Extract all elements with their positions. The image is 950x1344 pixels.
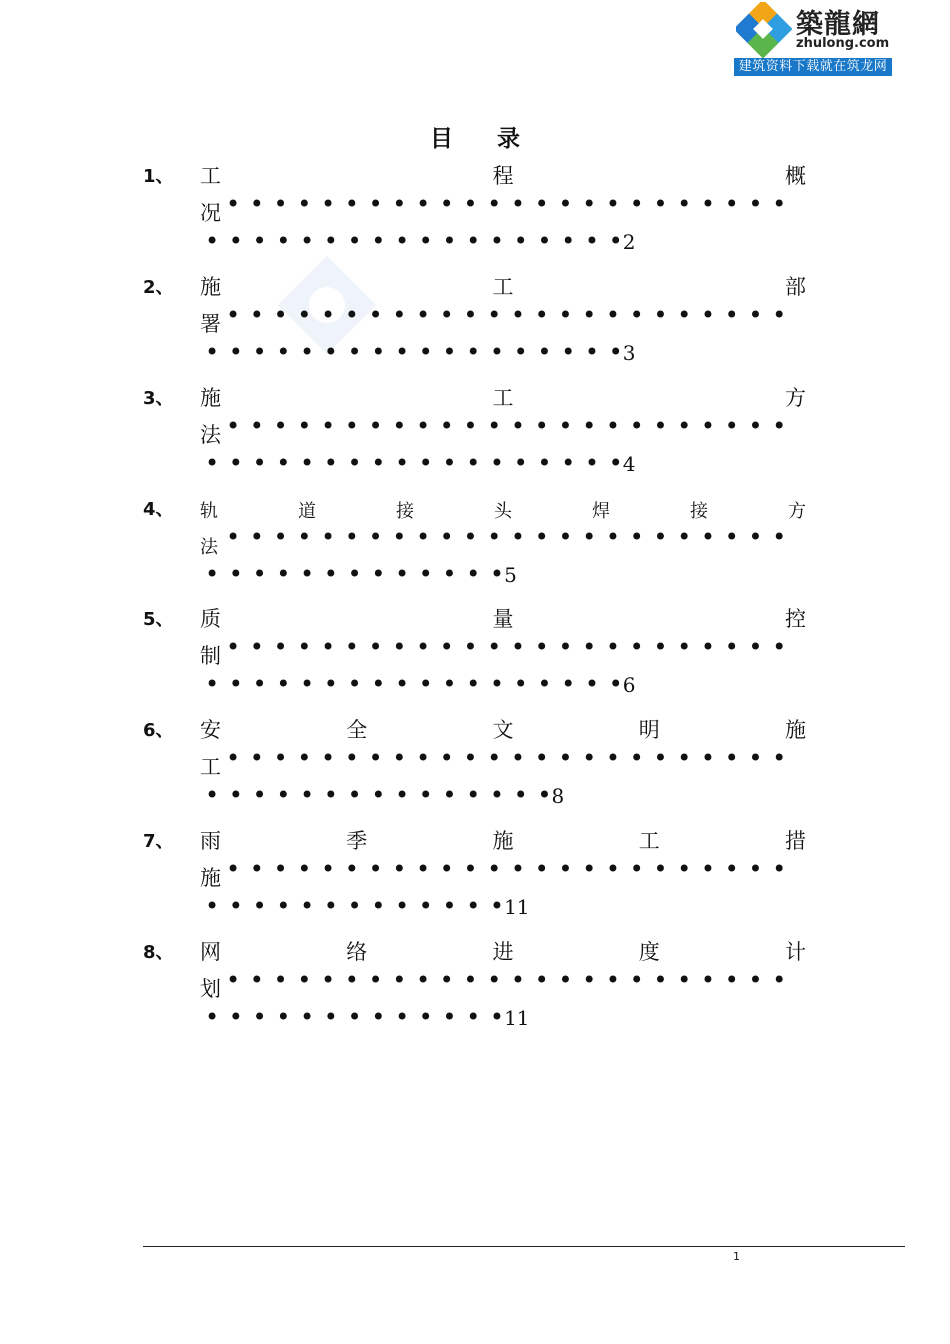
toc-entry[interactable] [0, 825, 950, 936]
toc-entry-char: 计 [785, 940, 806, 964]
toc-entry-title-end: 法 [200, 537, 218, 558]
toc-entry[interactable] [0, 714, 950, 825]
toc-entry-char: 程 [492, 164, 514, 188]
toc-entry-title-end: 划 [200, 977, 221, 1001]
toc-leader-dots-continued: • • • • • • • • • • • • • • • • • •2 [205, 227, 636, 255]
zhulong-logo-icon [736, 2, 792, 58]
toc-entry-char: 焊 [592, 501, 610, 522]
toc-entry-char: 施 [492, 829, 514, 853]
toc-entry[interactable] [0, 160, 950, 271]
toc-leader-dots-continued: • • • • • • • • • • • • • • •8 [205, 781, 565, 809]
toc-entry-char: 工 [200, 164, 221, 188]
toc-entry-title [200, 497, 806, 523]
toc-entry-number: 3、 [143, 388, 174, 409]
toc-entry-char: 全 [346, 718, 368, 742]
toc-entry-char: 安 [200, 718, 221, 742]
toc-leader-dots: • • • • • • • • • • • • • • • • • • • • • • • • [226, 412, 787, 440]
toc-entry-number: 1、 [143, 166, 174, 187]
zhulong-logo [734, 0, 892, 78]
toc-leader-dots: • • • • • • • • • • • • • • • • • • • • • • • • [226, 523, 787, 551]
toc-leader-dots: • • • • • • • • • • • • • • • • • • • • • • • • [226, 633, 787, 661]
toc-leader-dots: • • • • • • • • • • • • • • • • • • • • • • • • [226, 301, 787, 329]
toc-entry-char: 控 [785, 607, 806, 631]
toc-entry[interactable] [0, 271, 950, 382]
toc-entry-number: 4、 [143, 499, 174, 520]
toc-entry-title-end: 法 [200, 423, 221, 447]
toc-leader-dots: • • • • • • • • • • • • • • • • • • • • • • • • [226, 744, 787, 772]
toc-entry-title [200, 825, 806, 855]
logo-slogan: 建筑资料下载就在筑龙网 [734, 58, 892, 76]
toc-entry-number: 2、 [143, 277, 174, 298]
toc-page-number: 11 [504, 895, 530, 919]
toc-entry-char: 头 [494, 501, 512, 522]
toc-entry-char: 方 [785, 386, 806, 410]
toc-entry[interactable] [0, 603, 950, 714]
logo-domain: zhulong.com [796, 36, 890, 51]
toc-entry-char: 量 [492, 607, 514, 631]
toc-entry-title-end: 工 [200, 755, 221, 779]
toc-entry-char: 明 [638, 718, 660, 742]
toc-entry-char: 施 [200, 275, 221, 299]
toc-entry-char: 工 [638, 829, 660, 853]
toc-entry-title [200, 271, 806, 301]
toc-entry[interactable] [0, 936, 950, 1047]
toc-entry-title [200, 936, 806, 966]
toc-leader-dots: • • • • • • • • • • • • • • • • • • • • • • • • [226, 190, 787, 218]
toc-entry-number: 7、 [143, 831, 174, 852]
toc-entry-char: 施 [200, 386, 221, 410]
toc-entry-title [200, 714, 806, 744]
toc-entry-char: 度 [638, 940, 660, 964]
toc-entry-char: 措 [785, 829, 806, 853]
toc-entry-char: 季 [346, 829, 368, 853]
toc-entry-char: 工 [492, 275, 514, 299]
footer-rule [143, 1246, 905, 1247]
toc-entry-title [200, 160, 806, 190]
toc-entry-char: 质 [200, 607, 221, 631]
toc-entry-title-end: 署 [200, 312, 221, 336]
toc-entry-char: 雨 [200, 829, 221, 853]
toc-leader-dots-continued: • • • • • • • • • • • • •11 [205, 892, 530, 920]
toc-page-number: 2 [622, 230, 636, 254]
page-number: 1 [733, 1250, 740, 1263]
toc-entry-char: 方 [788, 501, 806, 522]
toc-entry-title [200, 382, 806, 412]
toc-entry-char: 络 [346, 940, 368, 964]
toc-page-number: 11 [504, 1006, 530, 1030]
toc-leader-dots: • • • • • • • • • • • • • • • • • • • • • • • • [226, 966, 787, 994]
toc-leader-dots-continued: • • • • • • • • • • • • •5 [205, 560, 517, 588]
toc-page-number: 3 [622, 341, 636, 365]
toc-entry-char: 部 [785, 275, 806, 299]
toc-entry-char: 工 [492, 386, 514, 410]
toc-page-number: 6 [622, 673, 636, 697]
toc-entry-title-end: 况 [200, 201, 221, 225]
toc-entry-number: 5、 [143, 609, 174, 630]
toc-entry[interactable] [0, 382, 950, 493]
toc-page-number: 5 [504, 563, 517, 587]
toc-entry-char: 施 [785, 718, 806, 742]
toc-leader-dots: • • • • • • • • • • • • • • • • • • • • • • • • [226, 855, 787, 883]
toc-leader-dots-continued: • • • • • • • • • • • • • • • • • •3 [205, 338, 636, 366]
toc-entry-title-end: 制 [200, 644, 221, 668]
toc-entry-char: 接 [396, 501, 414, 522]
toc-entry-number: 8、 [143, 942, 174, 963]
toc-title: 目 录 [429, 126, 538, 152]
toc-page-number: 8 [551, 784, 565, 808]
toc-leader-dots-continued: • • • • • • • • • • • • • • • • • •6 [205, 670, 636, 698]
toc-entry-char: 网 [200, 940, 221, 964]
toc-entry-title [200, 603, 806, 633]
toc-leader-dots-continued: • • • • • • • • • • • • •11 [205, 1003, 530, 1031]
toc-entry-char: 接 [690, 501, 708, 522]
toc-entry-char: 概 [785, 164, 806, 188]
toc-leader-dots-continued: • • • • • • • • • • • • • • • • • •4 [205, 449, 636, 477]
toc-page-number: 4 [622, 452, 636, 476]
toc-entry-char: 道 [298, 501, 316, 522]
toc-entry-char: 进 [492, 940, 514, 964]
toc-entry-title-end: 施 [200, 866, 221, 890]
toc-entry-char: 轨 [200, 501, 218, 522]
toc-entry-number: 6、 [143, 720, 174, 741]
toc-entry[interactable] [0, 493, 950, 604]
toc-entry-char: 文 [492, 718, 514, 742]
logo-chinese-name: 築龍網 [796, 9, 880, 40]
